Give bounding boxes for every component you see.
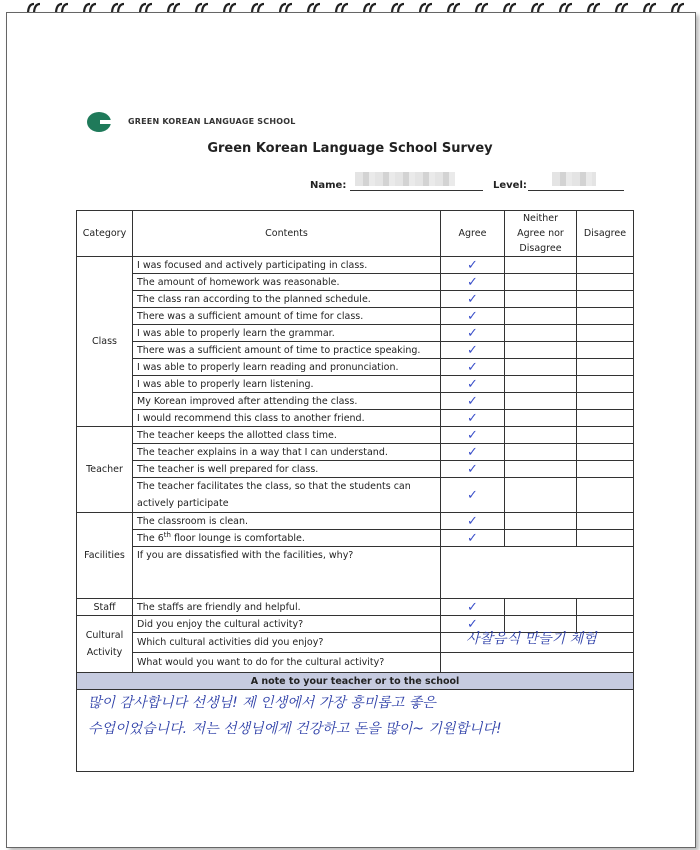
disagree-cell[interactable] bbox=[577, 393, 634, 410]
row-text: If you are dissatisfied with the facilities, why? bbox=[133, 547, 441, 599]
note-header: A note to your teacher or to the school bbox=[77, 673, 634, 690]
row-text: I was focused and actively participating in class. bbox=[133, 257, 441, 274]
disagree-cell[interactable] bbox=[577, 257, 634, 274]
agree-check-icon[interactable]: ✓ bbox=[441, 616, 505, 633]
row-text: Which cultural activities did you enjoy? bbox=[133, 633, 441, 653]
survey-table bbox=[76, 210, 634, 772]
level-label: Level: bbox=[493, 180, 527, 191]
disagree-cell[interactable] bbox=[577, 427, 634, 444]
row-text: The classroom is clean. bbox=[133, 513, 441, 530]
disagree-cell[interactable] bbox=[577, 274, 634, 291]
neither-cell[interactable] bbox=[505, 325, 577, 342]
disagree-cell[interactable] bbox=[577, 342, 634, 359]
table-row bbox=[77, 342, 634, 359]
row-text: The teacher facilitates the class, so that the students can actively participate bbox=[133, 478, 441, 513]
category-staff: Staff bbox=[77, 599, 133, 616]
neither-cell[interactable] bbox=[505, 599, 577, 616]
table-row bbox=[77, 410, 634, 427]
disagree-cell[interactable] bbox=[577, 359, 634, 376]
header-category: Category bbox=[77, 211, 133, 257]
disagree-cell[interactable] bbox=[577, 513, 634, 530]
school-logo-icon bbox=[86, 111, 116, 133]
category-cultural: Cultural Activity bbox=[77, 616, 133, 673]
agree-check-icon[interactable]: ✓ bbox=[441, 513, 505, 530]
agree-check-icon[interactable]: ✓ bbox=[441, 478, 505, 513]
table-row bbox=[77, 291, 634, 308]
agree-check-icon[interactable]: ✓ bbox=[441, 599, 505, 616]
row-text: The teacher is well prepared for class. bbox=[133, 461, 441, 478]
disagree-cell[interactable] bbox=[577, 325, 634, 342]
neither-cell[interactable] bbox=[505, 342, 577, 359]
table-row bbox=[77, 257, 634, 274]
category-facilities: Facilities bbox=[77, 513, 133, 599]
header-contents: Contents bbox=[133, 211, 441, 257]
neither-cell[interactable] bbox=[505, 376, 577, 393]
agree-check-icon[interactable]: ✓ bbox=[441, 257, 505, 274]
table-row bbox=[77, 376, 634, 393]
row-text: The amount of homework was reasonable. bbox=[133, 274, 441, 291]
cultural-wish-field[interactable] bbox=[441, 653, 634, 673]
agree-check-icon[interactable]: ✓ bbox=[441, 410, 505, 427]
level-field-line bbox=[528, 190, 624, 191]
agree-check-icon[interactable]: ✓ bbox=[441, 530, 505, 547]
neither-cell[interactable] bbox=[505, 513, 577, 530]
row-text: The staffs are friendly and helpful. bbox=[133, 599, 441, 616]
table-row bbox=[77, 427, 634, 444]
note-header-row bbox=[77, 673, 634, 690]
header-row bbox=[77, 211, 634, 257]
survey-title: Green Korean Language School Survey bbox=[207, 141, 493, 156]
name-redaction bbox=[355, 172, 455, 186]
disagree-cell[interactable] bbox=[577, 444, 634, 461]
neither-cell[interactable] bbox=[505, 359, 577, 376]
table-row bbox=[77, 653, 634, 673]
neither-cell[interactable] bbox=[505, 291, 577, 308]
row-text: There was a sufficient amount of time to practice speaking. bbox=[133, 342, 441, 359]
handwritten-note bbox=[88, 690, 628, 742]
table-row bbox=[77, 547, 634, 599]
facilities-answer-field[interactable] bbox=[441, 547, 634, 599]
table-row bbox=[77, 325, 634, 342]
neither-cell[interactable] bbox=[505, 393, 577, 410]
agree-check-icon[interactable]: ✓ bbox=[441, 393, 505, 410]
category-teacher: Teacher bbox=[77, 427, 133, 513]
neither-cell[interactable] bbox=[505, 257, 577, 274]
handwritten-note-line: 수업이었습니다. 저는 선생님에게 건강하고 돈을 많이~ 기원합니다! bbox=[88, 721, 502, 737]
table-row bbox=[77, 359, 634, 376]
table-row bbox=[77, 513, 634, 530]
table-row bbox=[77, 461, 634, 478]
handwritten-note-line: 많이 감사합니다 선생님! 제 인생에서 가장 흥미롭고 좋은 bbox=[88, 695, 436, 711]
agree-check-icon[interactable]: ✓ bbox=[441, 427, 505, 444]
table-row bbox=[77, 274, 634, 291]
neither-cell[interactable] bbox=[505, 444, 577, 461]
row-text: I was able to properly learn the grammar. bbox=[133, 325, 441, 342]
disagree-cell[interactable] bbox=[577, 461, 634, 478]
agree-check-icon[interactable]: ✓ bbox=[441, 291, 505, 308]
row-text: I was able to properly learn reading and pronunciation. bbox=[133, 359, 441, 376]
row-text: The teacher keeps the allotted class time. bbox=[133, 427, 441, 444]
row-text: What would you want to do for the cultural activity? bbox=[133, 653, 441, 673]
disagree-cell[interactable] bbox=[577, 478, 634, 513]
category-class: Class bbox=[77, 257, 133, 427]
row-text: The teacher explains in a way that I can understand. bbox=[133, 444, 441, 461]
neither-cell[interactable] bbox=[505, 478, 577, 513]
agree-check-icon[interactable]: ✓ bbox=[441, 376, 505, 393]
row-text: Did you enjoy the cultural activity? bbox=[133, 616, 441, 633]
disagree-cell[interactable] bbox=[577, 376, 634, 393]
neither-cell[interactable] bbox=[505, 427, 577, 444]
disagree-cell[interactable] bbox=[577, 308, 634, 325]
neither-cell[interactable] bbox=[505, 530, 577, 547]
disagree-cell[interactable] bbox=[577, 530, 634, 547]
header-agree: Agree bbox=[441, 211, 505, 257]
school-logo-text: GREEN KOREAN LANGUAGE SCHOOL bbox=[128, 117, 296, 126]
disagree-cell[interactable] bbox=[577, 291, 634, 308]
row-text: There was a sufficient amount of time for class. bbox=[133, 308, 441, 325]
table-row bbox=[77, 393, 634, 410]
table-row bbox=[77, 308, 634, 325]
disagree-cell[interactable] bbox=[577, 599, 634, 616]
row-text: The class ran according to the planned schedule. bbox=[133, 291, 441, 308]
row-text: I would recommend this class to another friend. bbox=[133, 410, 441, 427]
agree-check-icon[interactable]: ✓ bbox=[441, 308, 505, 325]
handwritten-cultural-answer: 사찰음식 만들기 체험 bbox=[466, 631, 597, 647]
agree-check-icon[interactable]: ✓ bbox=[441, 274, 505, 291]
header-neither: Neither Agree nor Disagree bbox=[505, 211, 577, 257]
neither-cell[interactable] bbox=[505, 410, 577, 427]
row-text: I was able to properly learn listening. bbox=[133, 376, 441, 393]
agree-check-icon[interactable]: ✓ bbox=[441, 359, 505, 376]
row-text: The 6th floor lounge is comfortable. bbox=[133, 530, 441, 547]
table-row bbox=[77, 478, 634, 513]
table-row bbox=[77, 530, 634, 547]
agree-check-icon[interactable]: ✓ bbox=[441, 444, 505, 461]
neither-cell[interactable] bbox=[505, 461, 577, 478]
header-disagree: Disagree bbox=[577, 211, 634, 257]
table-row bbox=[77, 444, 634, 461]
agree-check-icon[interactable]: ✓ bbox=[441, 325, 505, 342]
level-redaction bbox=[552, 172, 596, 186]
name-field-line bbox=[350, 190, 483, 191]
agree-check-icon[interactable]: ✓ bbox=[441, 342, 505, 359]
neither-cell[interactable] bbox=[505, 308, 577, 325]
agree-check-icon[interactable]: ✓ bbox=[441, 461, 505, 478]
table-row bbox=[77, 599, 634, 616]
row-text: My Korean improved after attending the class. bbox=[133, 393, 441, 410]
neither-cell[interactable] bbox=[505, 274, 577, 291]
name-label: Name: bbox=[310, 180, 347, 191]
disagree-cell[interactable] bbox=[577, 410, 634, 427]
